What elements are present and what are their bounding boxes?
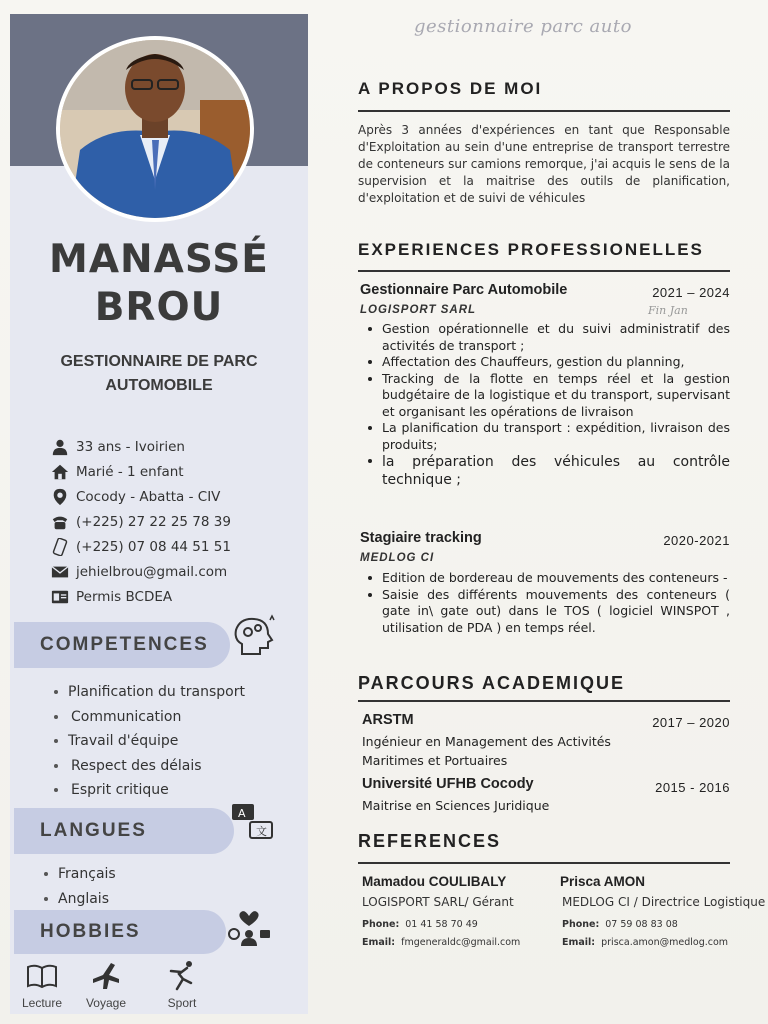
reference-1-role: LOGISPORT SARL/ Gérant (362, 895, 514, 909)
translation-icon (230, 800, 276, 851)
list-item: Planification du transport (48, 680, 245, 705)
job-title-line-1: GESTIONNAIRE DE PARC (60, 353, 258, 370)
competences-heading: COMPETENCES (14, 622, 230, 668)
job-1-years: 2021 – 2024 (652, 285, 730, 300)
academic-heading: PARCOURS ACADEMIQUE (358, 673, 626, 693)
book-icon (12, 959, 72, 996)
job-1-tasks (362, 321, 730, 489)
task-item: Affectation des Chauffeurs, gestion du planning, (362, 354, 730, 371)
contact-license (48, 584, 298, 609)
contact-list (48, 434, 298, 609)
langues-list (38, 862, 116, 911)
handwritten-end-note: Fin Jan (648, 304, 688, 317)
sport-icon (152, 959, 212, 996)
job-2-tasks (362, 570, 730, 636)
email-value: prisca.amon@medlog.com (601, 937, 729, 948)
reference-2-name: Prisca AMON (560, 874, 646, 889)
sidebar (10, 14, 308, 1014)
list-item: Français (38, 862, 116, 887)
home-icon (48, 463, 72, 481)
hobbies-list (10, 959, 308, 1014)
langues-heading: LANGUES (14, 808, 234, 854)
hobby-label: Lecture (21, 996, 63, 1010)
contact-text: Marié - 1 enfant (76, 463, 184, 480)
hobbies-heading: HOBBIES (14, 910, 226, 954)
handwritten-note: gestionnaire parc auto (414, 16, 632, 37)
reference-2-email (562, 937, 728, 948)
email-value: fmgeneraldc@gmail.com (401, 937, 521, 948)
school-1-degree-line-1: Ingénieur en Management des Activités (362, 734, 611, 749)
phone-label: Phone: (562, 919, 600, 930)
email-label: Email: (362, 937, 396, 948)
job-1-title: Gestionnaire Parc Automobile (360, 282, 568, 298)
hobby-item (76, 959, 136, 1010)
job-title (10, 350, 308, 398)
competences-list (48, 680, 245, 803)
svg-text:文: 文 (256, 825, 267, 838)
about-text: Après 3 années d'expériences en tant que Responsable d'Exploitation au sein d'une entreprise de transport terrestre de conteneurs sur camions remorque, j'ai acquis le sens de la supervision et la maitrise des outils de planification, d'exploitation et de suivi de véhicules (358, 123, 730, 205)
job-2-company: MEDLOG CI (360, 552, 435, 564)
phone-value: 07 59 08 83 08 (605, 919, 678, 930)
svg-text:A: A (238, 807, 246, 820)
references-heading: REFERENCES (358, 831, 502, 851)
divider (358, 862, 730, 864)
reference-1-email (362, 937, 520, 948)
phone-label: Phone: (362, 919, 400, 930)
task-item: Tracking de la flotte en temps réel et la gestion budgétaire de la logistique et du transport, supervisant et organisant les opérations de livraison (362, 371, 730, 421)
divider (358, 700, 730, 702)
hobby-item (12, 959, 72, 1010)
school-2-degree-line-1: Maitrise en Sciences Juridique (362, 798, 550, 813)
person-icon (48, 438, 72, 456)
landline-phone-icon (48, 513, 72, 531)
school-1: ARSTM (362, 712, 414, 728)
mobile-phone-icon (48, 538, 72, 556)
contact-text: (+225) 27 22 25 78 39 (76, 513, 231, 530)
task-item: Edition de bordereau de mouvements des conteneurs - (362, 570, 730, 587)
contact-text: jehielbrou@gmail.com (76, 563, 228, 580)
contact-text: 33 ans - Ivoirien (76, 438, 185, 455)
contact-family (48, 459, 298, 484)
task-item: la préparation des véhicules au contrôle technique ; (362, 453, 730, 489)
contact-address (48, 484, 298, 509)
school-1-degree-line-2: Maritimes et Portuaires (362, 753, 508, 768)
profile-photo (56, 36, 254, 222)
hobbies-icon (226, 902, 272, 953)
task-item: Saisie des différents mouvements des conteneurs ( gate in\ gate out) dans le TOS ( logiciel WINSPOT , utilisation de PDA ) en temps réel. (362, 587, 730, 637)
contact-landline (48, 509, 298, 534)
hobby-label: Sport (167, 996, 197, 1010)
task-item: Gestion opérationnelle et du suivi administratif des activités de transport ; (362, 321, 730, 354)
job-2-years: 2020-2021 (663, 533, 730, 548)
job-1-company: LOGISPORT SARL (360, 304, 477, 316)
divider (358, 270, 730, 272)
contact-mobile (48, 534, 298, 559)
job-2-title: Stagiaire tracking (360, 530, 482, 546)
contact-text: Cocody - Abatta - CIV (76, 488, 221, 505)
list-item: Travail d'équipe (48, 729, 245, 754)
reference-1-phone (362, 919, 478, 930)
school-1-years: 2017 – 2020 (652, 715, 730, 730)
contact-email (48, 559, 298, 584)
list-item: Respect des délais (48, 754, 245, 779)
about-heading: A PROPOS DE MOI (358, 79, 543, 98)
last-name: BROU (94, 285, 224, 330)
first-name: MANASSÉ (49, 237, 269, 282)
school-2-years: 2015 - 2016 (655, 780, 730, 795)
head-gears-icon (230, 614, 276, 665)
location-pin-icon (48, 488, 72, 506)
list-item: Communication (48, 705, 245, 730)
airplane-icon (76, 959, 136, 996)
phone-value: 01 41 58 70 49 (405, 919, 478, 930)
school-2: Université UFHB Cocody (362, 776, 534, 792)
id-card-icon (48, 588, 72, 606)
reference-2-phone (562, 919, 678, 930)
contact-text: Permis BCDEA (76, 588, 173, 605)
contact-text: (+225) 07 08 44 51 51 (76, 538, 231, 555)
task-item: La planification du transport : expédition, livraison des produits; (362, 420, 730, 453)
job-title-line-2: AUTOMOBILE (105, 377, 213, 394)
email-label: Email: (562, 937, 596, 948)
experiences-heading: EXPERIENCES PROFESSIONELLES (358, 240, 704, 259)
email-icon (48, 563, 72, 581)
hobby-item (152, 959, 212, 1010)
contact-age (48, 434, 298, 459)
reference-2-role: MEDLOG CI / Directrice Logistique (562, 895, 766, 909)
reference-1-name: Mamadou COULIBALY (362, 874, 507, 889)
list-item: Esprit critique (48, 778, 245, 803)
list-item: Anglais (38, 887, 116, 912)
candidate-name (10, 236, 308, 332)
hobby-label: Voyage (85, 996, 127, 1010)
divider (358, 110, 730, 112)
